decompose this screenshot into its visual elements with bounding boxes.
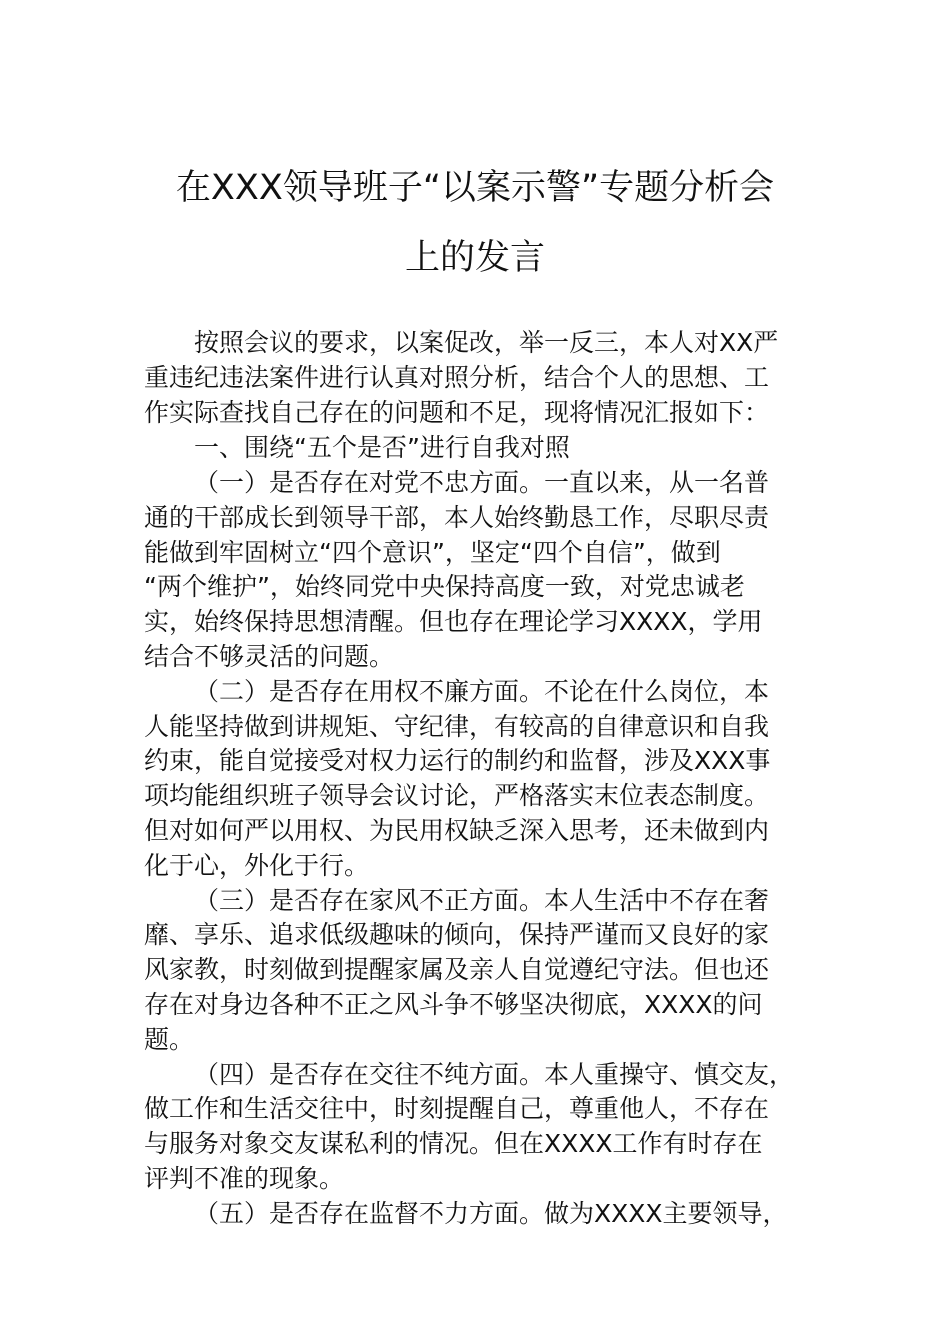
paragraph-line: 作实际查找自己存在的问题和不足，现将情况汇报如下：: [144, 398, 770, 427]
paragraph-line: 但对如何严以用权、为民用权缺乏深入思考，还未做到内: [144, 816, 770, 845]
paragraph-line: 风家教，时刻做到提醒家属及亲人自觉遵纪守法。但也还: [144, 955, 770, 984]
paragraph-line: （一）是否存在对党不忠方面。一直以来，从一名普: [194, 468, 770, 497]
paragraph-line: 能做到牢固树立“四个意识”，坚定“四个自信”，做到: [144, 538, 721, 567]
paragraph-line: （二）是否存在用权不廉方面。不论在什么岗位，本: [194, 677, 770, 706]
paragraph-line: 化于心，外化于行。: [144, 851, 370, 880]
paragraph-line: 做工作和生活交往中，时刻提醒自己，尊重他人，不存在: [144, 1094, 770, 1123]
paragraph-line: 靡、享乐、追求低级趣味的倾向，保持严谨而又良好的家: [144, 920, 770, 949]
document-title-line-2: 上的发言: [404, 238, 545, 278]
paragraph-line: 通的干部成长到领导干部，本人始终勤恳工作，尽职尽责: [144, 503, 770, 532]
paragraph-line: 结合不够灵活的问题。: [144, 642, 395, 671]
paragraph-line: （三）是否存在家风不正方面。本人生活中不存在奢: [194, 886, 770, 915]
paragraph-line: 实，始终保持思想清醒。但也存在理论学习XXXX，学用: [144, 607, 763, 636]
paragraph-line: 约束，能自觉接受对权力运行的制约和监督，涉及XXX事: [144, 746, 771, 775]
paragraph-line: （四）是否存在交往不纯方面。本人重操守、慎交友，: [194, 1060, 795, 1089]
paragraph-line: 项均能组织班子领导会议讨论，严格落实末位表态制度。: [144, 781, 770, 810]
paragraph-line: 人能坚持做到讲规矩、守纪律，有较高的自律意识和自我: [144, 712, 770, 741]
paragraph-line: 评判不准的现象。: [144, 1164, 345, 1193]
paragraph-line: “两个维护”，始终同党中央保持高度一致，对党忠诚老: [144, 572, 745, 601]
paragraph-line: 按照会议的要求，以案促改，举一反三，本人对XX严: [194, 328, 779, 357]
paragraph-line: 存在对身边各种不正之风斗争不够坚决彻底，XXXX的问: [144, 990, 763, 1019]
paragraph-line: 题。: [144, 1025, 195, 1054]
document-title-line-1: 在XXX领导班子“以案示警”专题分析会: [175, 168, 775, 208]
paragraph-line: （五）是否存在监督不力方面。做为XXXX主要领导，: [194, 1199, 788, 1228]
paragraph-line: 与服务对象交友谋私利的情况。但在XXXX工作有时存在: [144, 1129, 763, 1158]
section-heading: 一、围绕“五个是否”进行自我对照: [194, 433, 570, 462]
paragraph-line: 重违纪违法案件进行认真对照分析，结合个人的思想、工: [144, 363, 770, 392]
